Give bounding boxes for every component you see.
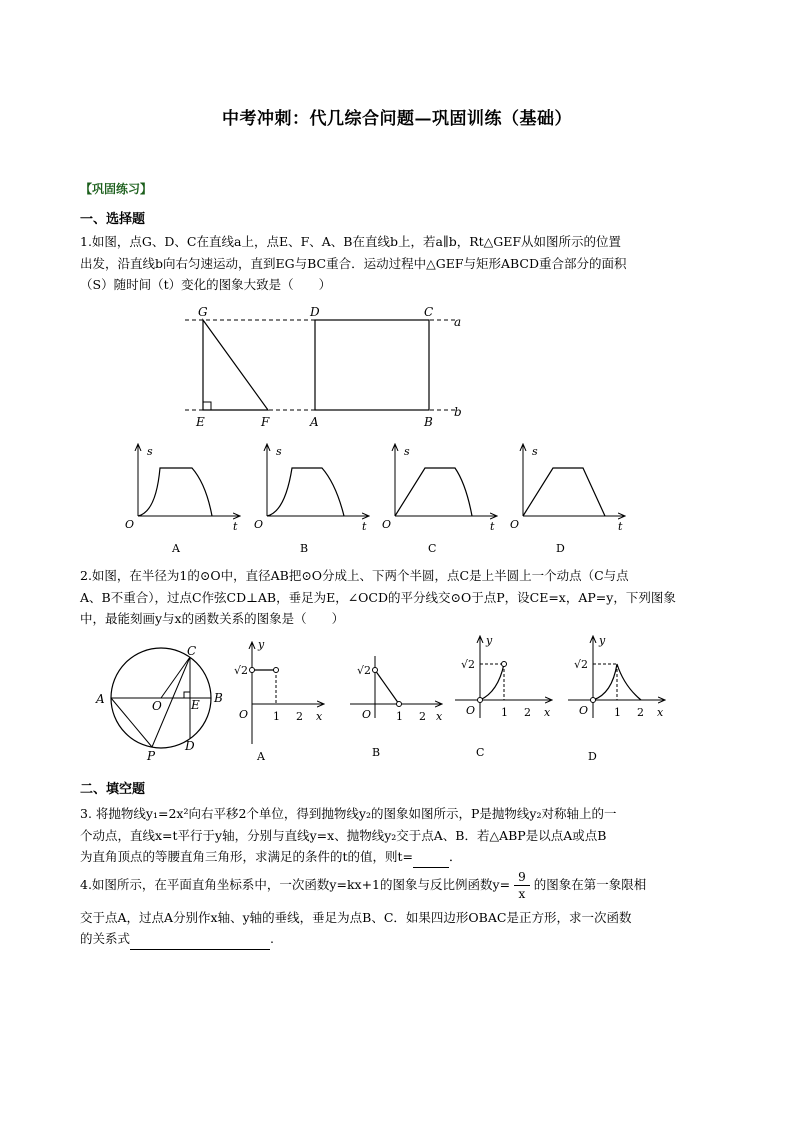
q2-graph-b	[350, 656, 443, 723]
svg-text:O: O	[239, 708, 249, 721]
svg-text:s: s	[276, 445, 282, 458]
q4-fraction	[514, 869, 530, 902]
svg-text:√2: √2	[574, 658, 589, 671]
svg-text:O: O	[254, 518, 264, 531]
svg-text:x: x	[657, 706, 664, 719]
svg-text:2: 2	[524, 706, 531, 719]
label-a-point: A	[310, 415, 319, 429]
q4-line3-wrap	[80, 929, 720, 950]
section-fill: 二、填空题	[80, 782, 146, 797]
svg-text:1: 1	[396, 710, 403, 723]
q2-graph-c	[455, 634, 552, 719]
q3-line3: 为直角顶点的等腰直角三角形，求满足的条件的t的值，则t=	[80, 849, 414, 864]
svg-text:O: O	[152, 699, 162, 713]
svg-text:y: y	[258, 638, 265, 651]
label-b: b	[454, 405, 462, 419]
q2-graph-d	[568, 634, 665, 719]
q1-option-c-label: C	[428, 542, 437, 555]
section-choice: 一、选择题	[80, 212, 146, 227]
q1-option-b-label: B	[300, 542, 309, 555]
q4-line1a: 4.如图所示，在平面直角坐标系中，一次函数y=kx+1的图象与反比例函数y=	[80, 877, 511, 892]
svg-text:O: O	[466, 704, 476, 717]
svg-text:D: D	[185, 739, 195, 753]
svg-text:y: y	[486, 634, 493, 647]
label-b-point: B	[424, 415, 433, 429]
q4-fraction-num: 9	[514, 869, 530, 886]
q2-line2: A、B不重合），过点C作弦CD⊥AB，垂足为E，∠OCD的平分线交⊙O于点P，设CE=x，AP=y，下列图象	[80, 590, 676, 605]
q4-answer-blank[interactable]	[130, 929, 270, 950]
svg-text:x: x	[544, 706, 551, 719]
q2-option-c-label: C	[476, 746, 485, 759]
svg-text:C: C	[187, 644, 197, 658]
label-g: G	[198, 305, 208, 319]
svg-text:B: B	[214, 691, 223, 705]
q1-figure	[0, 300, 794, 435]
svg-text:y: y	[599, 634, 606, 647]
q2-line3: 中，最能刻画y与x的函数关系的图象是（ ）	[80, 611, 345, 626]
q2-option-b-label: B	[372, 746, 381, 759]
label-d: D	[310, 305, 320, 319]
q1-option-graphs	[0, 438, 794, 558]
right-angle-mark	[203, 402, 211, 410]
svg-text:O: O	[510, 518, 520, 531]
svg-text:x: x	[316, 710, 323, 723]
svg-text:O: O	[579, 704, 589, 717]
svg-text:1: 1	[273, 710, 280, 723]
q1-line3: （S）随时间（t）变化的图象大致是（ ）	[80, 277, 332, 292]
practice-tag: 【巩固练习】	[80, 182, 153, 196]
svg-text:t: t	[490, 520, 495, 533]
q3-end: ．	[449, 849, 462, 864]
q2-option-d-label: D	[588, 750, 597, 763]
label-f: F	[261, 415, 270, 429]
q3-line1: 3. 将抛物线y₁=2x²向右平移2个单位，得到抛物线y₂的图象如图所示，P是抛物线y₂对称轴上的一	[80, 806, 617, 821]
svg-text:s: s	[404, 445, 410, 458]
triangle-gef	[203, 320, 268, 410]
q1-option-d-label: D	[556, 542, 565, 555]
q3-answer-blank[interactable]	[413, 847, 449, 868]
svg-text:√2: √2	[461, 658, 476, 671]
q4-line2: 交于点A，过点A分别作x轴、y轴的垂线，垂足为点B、C．如果四边形OBAC是正方形，求一次函数	[80, 910, 632, 925]
q4-line3: 的关系式	[80, 931, 131, 946]
svg-text:t: t	[618, 520, 623, 533]
q1-graph-b	[254, 444, 369, 533]
svg-text:s: s	[147, 445, 153, 458]
q2-line1: 2.如图，在半径为1的⊙O中，直径AB把⊙O分成上、下两个半圆，点C是上半圆上一个动点（C与点	[80, 568, 629, 583]
q2-option-a-label: A	[257, 750, 265, 763]
svg-text:O: O	[125, 518, 135, 531]
svg-text:A: A	[96, 692, 105, 706]
q4-fraction-den: x	[518, 887, 526, 901]
q1-graph-a	[125, 444, 240, 533]
svg-text:x: x	[436, 710, 443, 723]
q3-line2: 个动点，直线x=t平行于y轴，分别与直线y=x、抛物线y₂交于点A、B．若△ABP是以点A或点B	[80, 828, 607, 843]
svg-text:O: O	[362, 708, 372, 721]
svg-text:2: 2	[637, 706, 644, 719]
svg-text:t: t	[362, 520, 367, 533]
label-c: C	[424, 305, 434, 319]
q3-line3-wrap	[80, 847, 720, 868]
label-e: E	[196, 415, 205, 429]
q1-option-a-label: A	[172, 542, 180, 555]
q1-line1: 1.如图，点G、D、C在直线a上，点E、F、A、B在直线b上，若a∥b，Rt△GEF从如图所示的位置	[80, 234, 622, 249]
q2-figure	[0, 628, 794, 763]
q4-line1-wrap	[80, 868, 720, 902]
q4-line1b: 的图象在第一象限相	[533, 877, 647, 892]
page-title: 中考冲刺：代几综合问题—巩固训练（基础）	[222, 109, 572, 129]
label-a: a	[454, 315, 462, 329]
svg-text:P: P	[147, 749, 156, 763]
svg-text:1: 1	[501, 706, 508, 719]
rectangle-abcd	[315, 320, 429, 410]
svg-text:t: t	[233, 520, 238, 533]
circle-diagram	[95, 644, 223, 763]
svg-text:√2: √2	[234, 664, 249, 677]
svg-text:1: 1	[614, 706, 621, 719]
q1-graph-c	[382, 444, 497, 533]
q1-line2: 出发，沿直线b向右匀速运动，直到EG与BC重合．运动过程中△GEF与矩形ABCD重合部分的面积	[80, 256, 627, 271]
svg-text:O: O	[382, 518, 392, 531]
svg-text:2: 2	[419, 710, 426, 723]
svg-text:2: 2	[296, 710, 303, 723]
q4-end: .	[270, 931, 274, 946]
svg-text:E: E	[191, 698, 200, 712]
q2-graph-a	[234, 638, 324, 744]
svg-text:√2: √2	[357, 664, 372, 677]
svg-text:s: s	[532, 445, 538, 458]
q1-graph-d	[510, 444, 625, 533]
